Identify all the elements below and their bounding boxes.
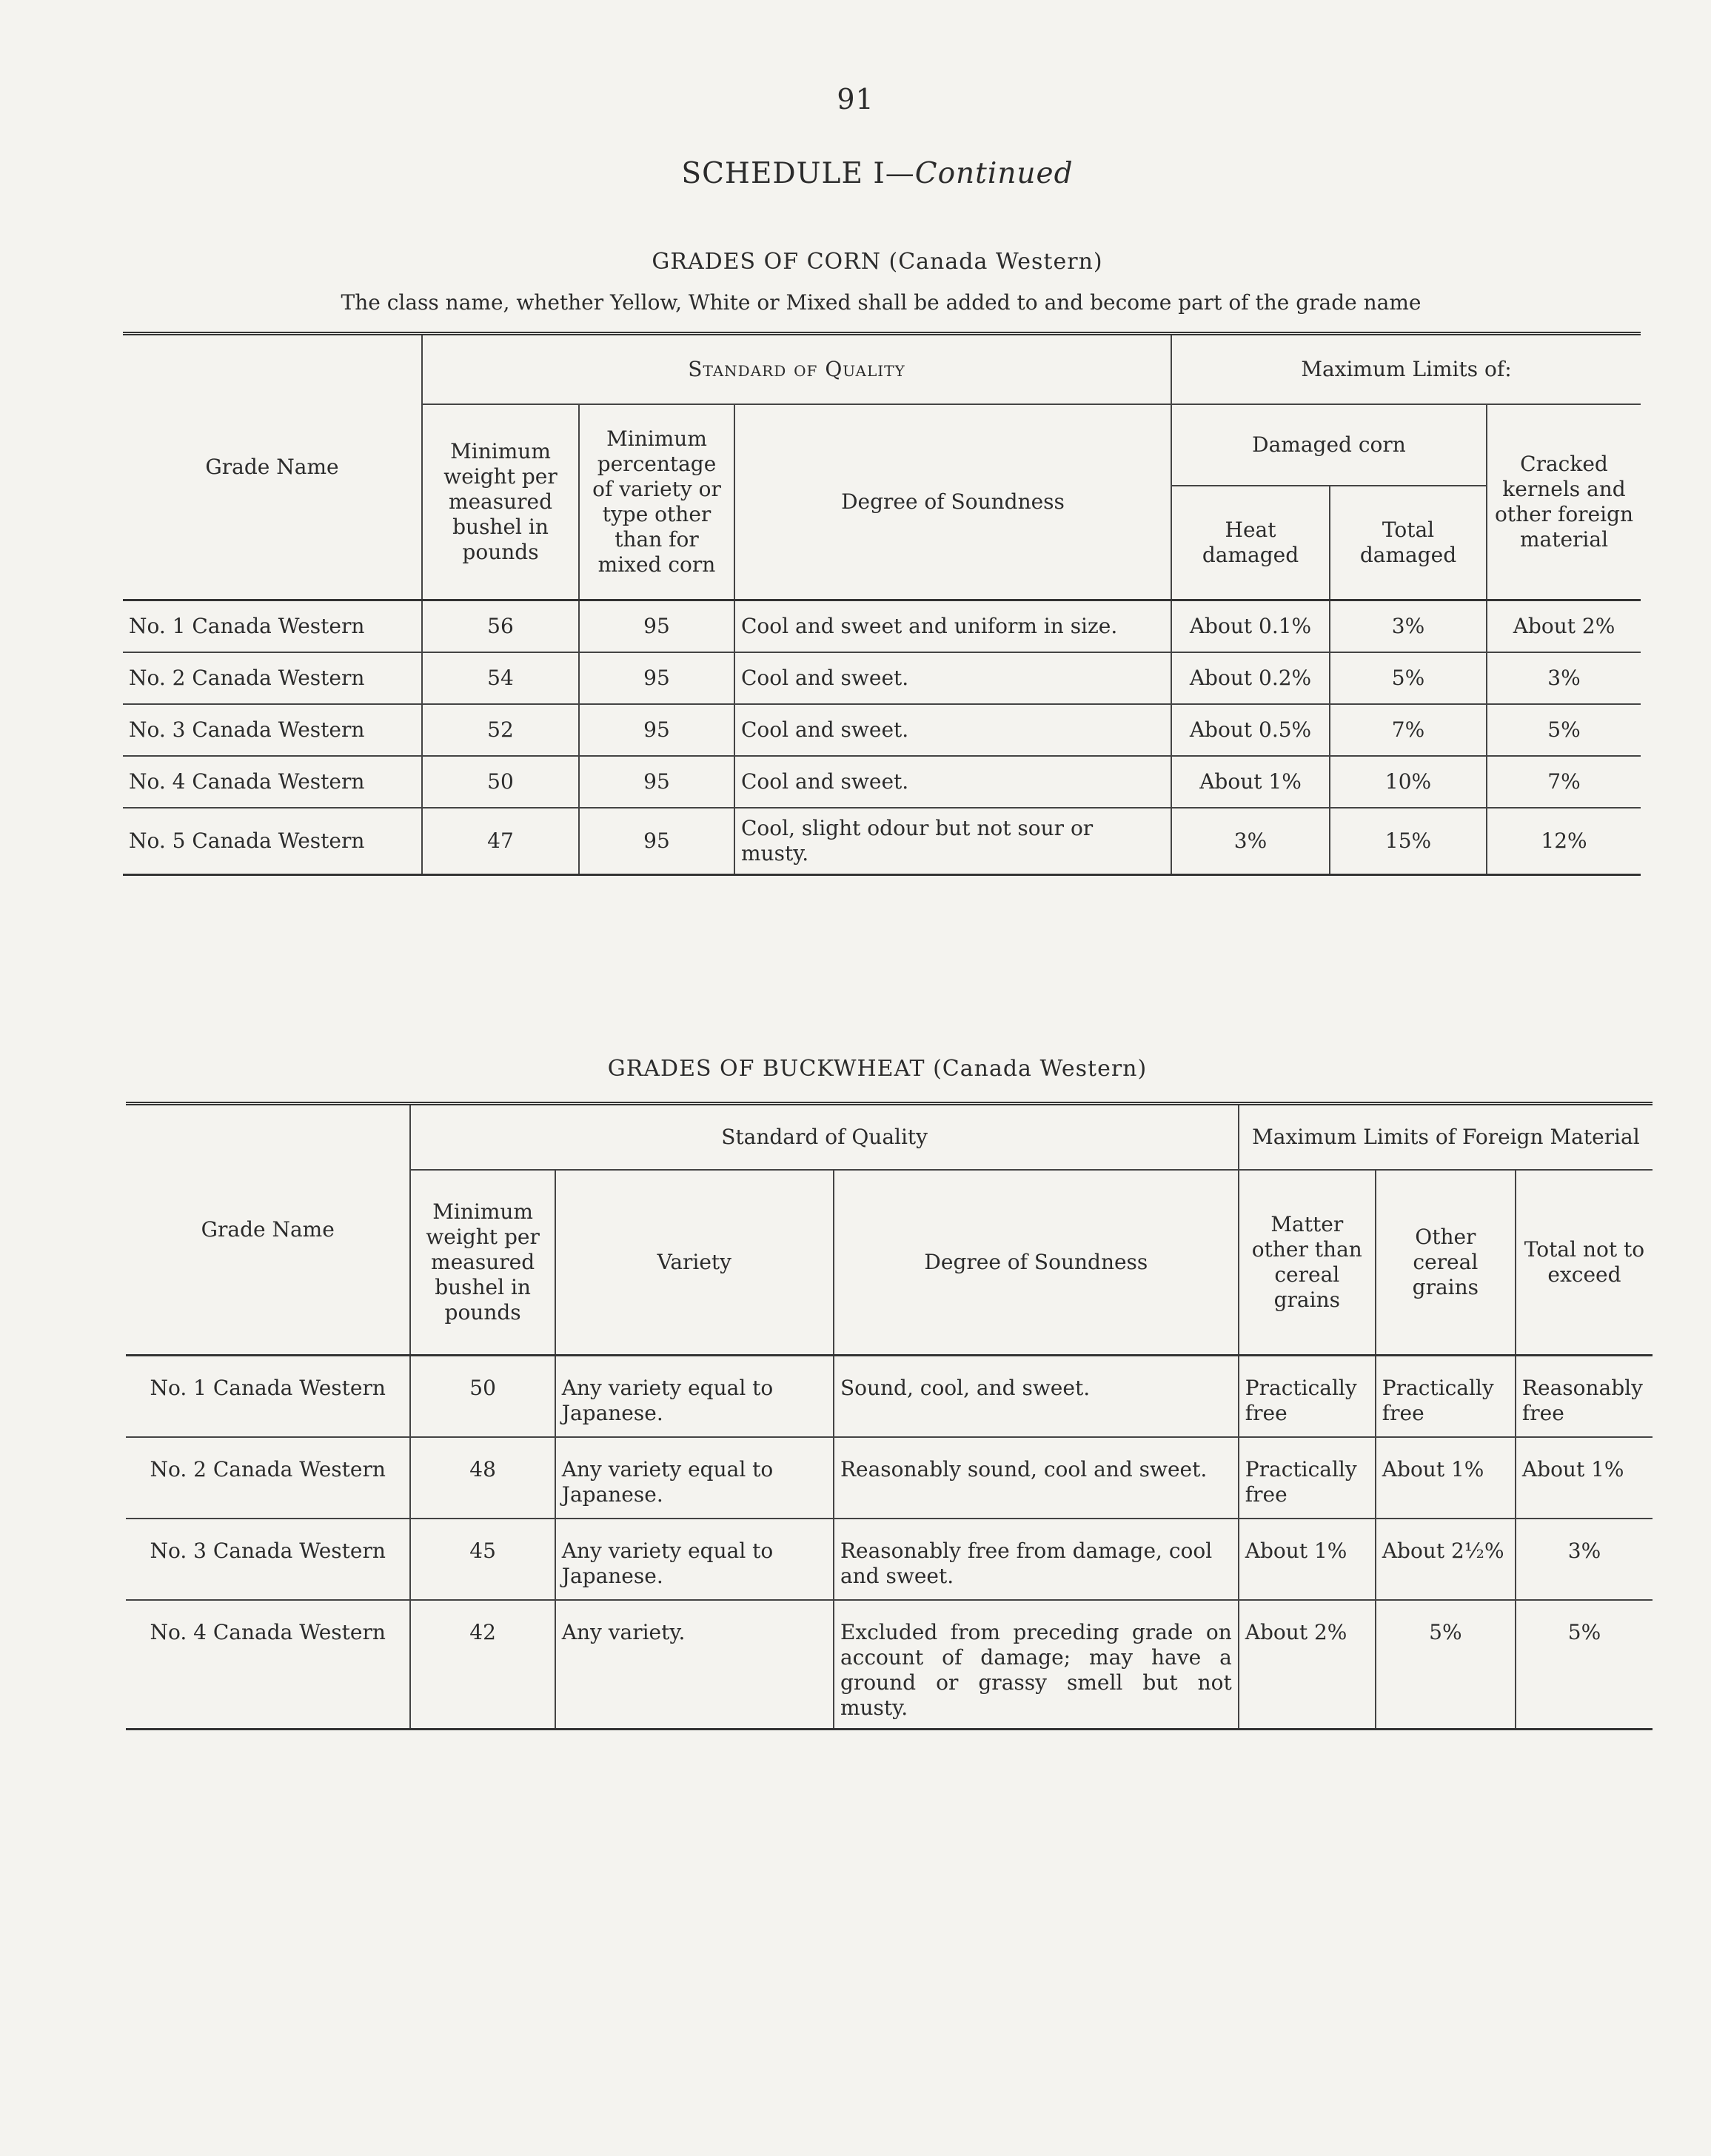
corn-header-grade-name: Grade Name xyxy=(123,334,422,600)
corn-cell-grade: No. 3 Canada Western xyxy=(123,704,422,756)
buckwheat-cell-matter-other: Practically free xyxy=(1239,1356,1376,1438)
corn-cell-weight: 56 xyxy=(422,600,579,653)
buckwheat-cell-weight: 45 xyxy=(410,1519,555,1600)
buckwheat-row xyxy=(126,1356,1653,1438)
corn-header-standard-of-quality: Standard of Quality xyxy=(422,334,1171,405)
corn-cell-percentage: 95 xyxy=(579,652,734,704)
corn-cell-total-damaged: 10% xyxy=(1330,756,1487,808)
corn-cell-soundness: Cool and sweet. xyxy=(734,652,1171,704)
buckwheat-cell-weight: 50 xyxy=(410,1356,555,1438)
corn-class-note: The class name, whether Yellow, White or Mixed shall be added to and become part of the grade name xyxy=(341,290,1422,315)
corn-cell-heat-damaged: 3% xyxy=(1171,808,1330,875)
buckwheat-cell-other-cereal: About 1% xyxy=(1376,1437,1516,1519)
schedule-heading xyxy=(0,157,1711,190)
corn-cell-heat-damaged: About 0.5% xyxy=(1171,704,1330,756)
buckwheat-cell-weight: 42 xyxy=(410,1600,555,1730)
buckwheat-header-variety: Variety xyxy=(555,1170,834,1356)
corn-header-cracked-kernels: Cracked kernels and other foreign material xyxy=(1487,404,1641,600)
buckwheat-cell-total: Reasonably free xyxy=(1516,1356,1653,1438)
corn-cell-weight: 54 xyxy=(422,652,579,704)
corn-cell-total-damaged: 15% xyxy=(1330,808,1487,875)
schedule-heading-main: SCHEDULE I— xyxy=(681,157,915,190)
buckwheat-cell-other-cereal: Practically free xyxy=(1376,1356,1516,1438)
corn-header-total-damaged: Total damaged xyxy=(1330,486,1487,600)
buckwheat-header-grade-name: Grade Name xyxy=(126,1104,410,1356)
corn-cell-heat-damaged: About 0.1% xyxy=(1171,600,1330,653)
buckwheat-cell-grade: No. 3 Canada Western xyxy=(126,1519,410,1600)
buckwheat-cell-soundness: Reasonably sound, cool and sweet. xyxy=(834,1437,1239,1519)
buckwheat-header-min-weight: Minimum weight per measured bushel in pounds xyxy=(410,1170,555,1356)
corn-cell-total-damaged: 3% xyxy=(1330,600,1487,653)
buckwheat-cell-soundness: Excluded from preceding grade on account of damage; may have a ground or grassy smell but not musty. xyxy=(834,1600,1239,1730)
corn-cell-total-damaged: 7% xyxy=(1330,704,1487,756)
buckwheat-grades-table xyxy=(126,1102,1653,1730)
corn-cell-soundness: Cool and sweet. xyxy=(734,704,1171,756)
corn-cell-percentage: 95 xyxy=(579,808,734,875)
buckwheat-cell-grade: No. 2 Canada Western xyxy=(126,1437,410,1519)
corn-row xyxy=(123,756,1641,808)
buckwheat-cell-variety: Any variety equal to Japanese. xyxy=(555,1356,834,1438)
buckwheat-cell-other-cereal: About 2½% xyxy=(1376,1519,1516,1600)
corn-row xyxy=(123,600,1641,653)
schedule-heading-continued: Continued xyxy=(914,157,1074,190)
buckwheat-header-standard-of-quality: Standard of Quality xyxy=(410,1104,1238,1171)
corn-header-min-percentage: Minimum percentage of variety or type other than for mixed corn xyxy=(579,404,734,600)
corn-cell-heat-damaged: About 0.2% xyxy=(1171,652,1330,704)
buckwheat-cell-soundness: Sound, cool, and sweet. xyxy=(834,1356,1239,1438)
corn-cell-cracked: 5% xyxy=(1487,704,1641,756)
corn-header-damaged-corn: Damaged corn xyxy=(1171,404,1487,486)
buckwheat-cell-variety: Any variety. xyxy=(555,1600,834,1730)
buckwheat-cell-matter-other: About 1% xyxy=(1239,1519,1376,1600)
corn-cell-grade: No. 1 Canada Western xyxy=(123,600,422,653)
corn-cell-heat-damaged: About 1% xyxy=(1171,756,1330,808)
buckwheat-cell-grade: No. 1 Canada Western xyxy=(126,1356,410,1438)
corn-grades-table xyxy=(123,332,1641,876)
corn-section-title: GRADES OF CORN (Canada Western) xyxy=(652,249,1103,275)
corn-cell-percentage: 95 xyxy=(579,756,734,808)
corn-cell-weight: 47 xyxy=(422,808,579,875)
buckwheat-row xyxy=(126,1519,1653,1600)
corn-header-heat-damaged: Heat damaged xyxy=(1171,486,1330,600)
buckwheat-header-total-not-exceed: Total not to exceed xyxy=(1516,1170,1653,1356)
buckwheat-cell-total: 3% xyxy=(1516,1519,1653,1600)
buckwheat-header-other-cereal: Other cereal grains xyxy=(1376,1170,1516,1356)
buckwheat-section-title: GRADES OF BUCKWHEAT (Canada Western) xyxy=(607,1056,1148,1082)
buckwheat-cell-matter-other: About 2% xyxy=(1239,1600,1376,1730)
corn-row xyxy=(123,808,1641,875)
corn-header-min-weight: Minimum weight per measured bushel in pounds xyxy=(422,404,579,600)
buckwheat-row xyxy=(126,1600,1653,1730)
corn-cell-grade: No. 2 Canada Western xyxy=(123,652,422,704)
buckwheat-cell-grade: No. 4 Canada Western xyxy=(126,1600,410,1730)
corn-cell-grade: No. 4 Canada Western xyxy=(123,756,422,808)
buckwheat-header-matter-other: Matter other than cereal grains xyxy=(1239,1170,1376,1356)
corn-cell-soundness: Cool, slight odour but not sour or musty. xyxy=(734,808,1171,875)
corn-cell-cracked: 12% xyxy=(1487,808,1641,875)
corn-cell-cracked: About 2% xyxy=(1487,600,1641,653)
corn-row xyxy=(123,652,1641,704)
corn-cell-soundness: Cool and sweet and uniform in size. xyxy=(734,600,1171,653)
buckwheat-cell-soundness: Reasonably free from damage, cool and sweet. xyxy=(834,1519,1239,1600)
corn-cell-weight: 50 xyxy=(422,756,579,808)
buckwheat-cell-variety: Any variety equal to Japanese. xyxy=(555,1437,834,1519)
corn-cell-weight: 52 xyxy=(422,704,579,756)
buckwheat-cell-matter-other: Practically free xyxy=(1239,1437,1376,1519)
corn-header-degree-of-soundness: Degree of Soundness xyxy=(734,404,1171,600)
corn-cell-percentage: 95 xyxy=(579,704,734,756)
corn-cell-grade: No. 5 Canada Western xyxy=(123,808,422,875)
corn-row xyxy=(123,704,1641,756)
corn-cell-total-damaged: 5% xyxy=(1330,652,1487,704)
page-number: 91 xyxy=(837,83,874,116)
corn-cell-cracked: 7% xyxy=(1487,756,1641,808)
corn-header-maximum-limits: Maximum Limits of: xyxy=(1171,334,1641,405)
buckwheat-cell-total: 5% xyxy=(1516,1600,1653,1730)
buckwheat-row xyxy=(126,1437,1653,1519)
buckwheat-cell-variety: Any variety equal to Japanese. xyxy=(555,1519,834,1600)
corn-cell-soundness: Cool and sweet. xyxy=(734,756,1171,808)
corn-cell-percentage: 95 xyxy=(579,600,734,653)
buckwheat-cell-other-cereal: 5% xyxy=(1376,1600,1516,1730)
corn-cell-cracked: 3% xyxy=(1487,652,1641,704)
buckwheat-header-maximum-limits: Maximum Limits of Foreign Material xyxy=(1239,1104,1653,1171)
buckwheat-cell-total: About 1% xyxy=(1516,1437,1653,1519)
buckwheat-header-degree-of-soundness: Degree of Soundness xyxy=(834,1170,1239,1356)
buckwheat-cell-weight: 48 xyxy=(410,1437,555,1519)
